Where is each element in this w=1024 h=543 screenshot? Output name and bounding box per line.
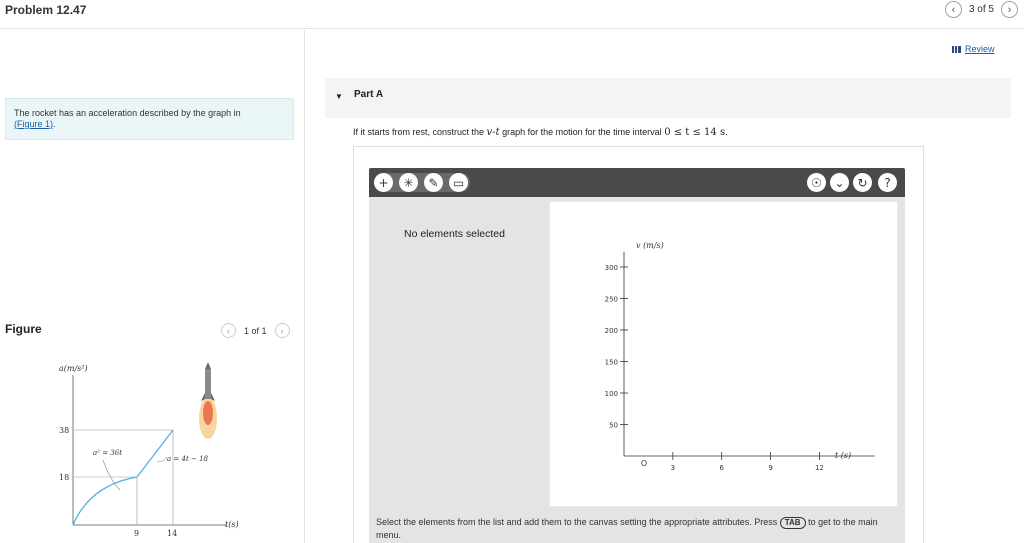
question-mid: graph for the motion for the time interval (499, 127, 665, 137)
question-interval: 0 ≤ t ≤ 14 s (664, 127, 726, 138)
instructions-pre: Select the elements from the list and add them to the canvas setting the appropriate attributes. Press (376, 517, 780, 527)
vt-y-tick-label: 50 (609, 421, 618, 430)
chevron-right-icon: › (1007, 3, 1012, 16)
review-link[interactable] (952, 44, 995, 54)
fig-pointer-2 (157, 457, 167, 462)
vt-graph-canvas[interactable] (549, 201, 898, 507)
prev-figure-button[interactable] (221, 323, 236, 338)
intro-end: . (53, 118, 56, 129)
vt-y-label: v (m/s) (636, 241, 664, 250)
fig-pointer-1 (103, 460, 120, 490)
fig-curve-linear (137, 430, 173, 477)
problem-title: Problem 12.47 (5, 3, 87, 17)
acceleration-figure (55, 355, 245, 543)
question-vt: v-t (486, 127, 500, 138)
chevron-left-icon: ‹ (951, 3, 956, 16)
problem-intro (5, 98, 294, 140)
chevron-left-icon: ‹ (227, 325, 230, 336)
fig-tick-38: 38 (59, 426, 70, 435)
problem-nav (945, 1, 1018, 18)
plus-icon[interactable]: + (374, 173, 393, 192)
figure-label: Figure (5, 322, 42, 336)
fig-tick-18: 18 (59, 473, 70, 482)
vt-y-tick-label: 150 (604, 358, 618, 367)
caret-down-icon: ▼ (335, 92, 343, 101)
tab-key: TAB (780, 517, 806, 529)
question-text (353, 127, 728, 138)
chevron-down-icon[interactable]: ⌄ (830, 173, 849, 192)
review-label: Review (965, 44, 995, 54)
asterisk-icon[interactable]: ✳ (399, 173, 418, 192)
vt-x-tick-label: 12 (814, 464, 824, 472)
fig-eq-1: a² = 36t (93, 449, 123, 457)
instructions-text (376, 516, 900, 541)
fig-y-label: a(m/s²) (59, 364, 88, 373)
next-figure-button[interactable] (275, 323, 290, 338)
vt-x-label: t (s) (835, 451, 852, 460)
vt-chart[interactable] (550, 202, 899, 508)
part-a-header[interactable] (325, 78, 1011, 118)
rocket-icon (199, 362, 217, 439)
figure-link[interactable]: (Figure 1) (14, 118, 54, 129)
review-icon (952, 46, 961, 53)
next-problem-button[interactable] (1001, 1, 1018, 18)
fig-curve-sqrt (73, 477, 137, 525)
graph-toolbar (369, 168, 905, 197)
vt-x-tick-label: 3 (670, 464, 676, 472)
vt-y-tick-label: 200 (604, 327, 618, 335)
instructions-post: to get to the main menu. (376, 517, 878, 540)
question-pre: If it starts from rest, construct the (353, 127, 487, 137)
vt-origin-label: O (640, 459, 648, 468)
pencil-icon[interactable]: ✎ (424, 173, 443, 192)
reset-icon[interactable]: ↻ (853, 173, 872, 192)
chevron-right-icon: › (280, 325, 284, 336)
page-count: 3 of 5 (968, 4, 994, 15)
fig-tick-9: 9 (134, 529, 140, 538)
vt-x-tick-label: 6 (719, 464, 724, 472)
trash-icon[interactable]: ▭ (449, 173, 468, 192)
vt-y-tick-label: 100 (604, 390, 618, 398)
header-bar (0, 0, 1024, 29)
fig-tick-14: 14 (167, 529, 178, 538)
figure-nav (221, 323, 290, 338)
lightbulb-icon[interactable]: ☉ (807, 173, 826, 192)
figure-count: 1 of 1 (244, 325, 267, 336)
fig-x-label: t(s) (225, 520, 239, 529)
question-end: . (725, 127, 728, 137)
vt-y-tick-label: 250 (604, 295, 618, 304)
vt-y-tick-label: 300 (604, 264, 618, 272)
fig-eq-2: a = 4t − 18 (167, 455, 208, 463)
help-icon[interactable]: ? (878, 173, 897, 192)
no-selection-text: No elements selected (404, 228, 505, 240)
part-title: Part A (354, 89, 384, 100)
intro-text: The rocket has an acceleration described by the graph in (14, 108, 241, 118)
vt-x-tick-label: 9 (768, 464, 773, 472)
prev-problem-button[interactable] (945, 1, 962, 18)
